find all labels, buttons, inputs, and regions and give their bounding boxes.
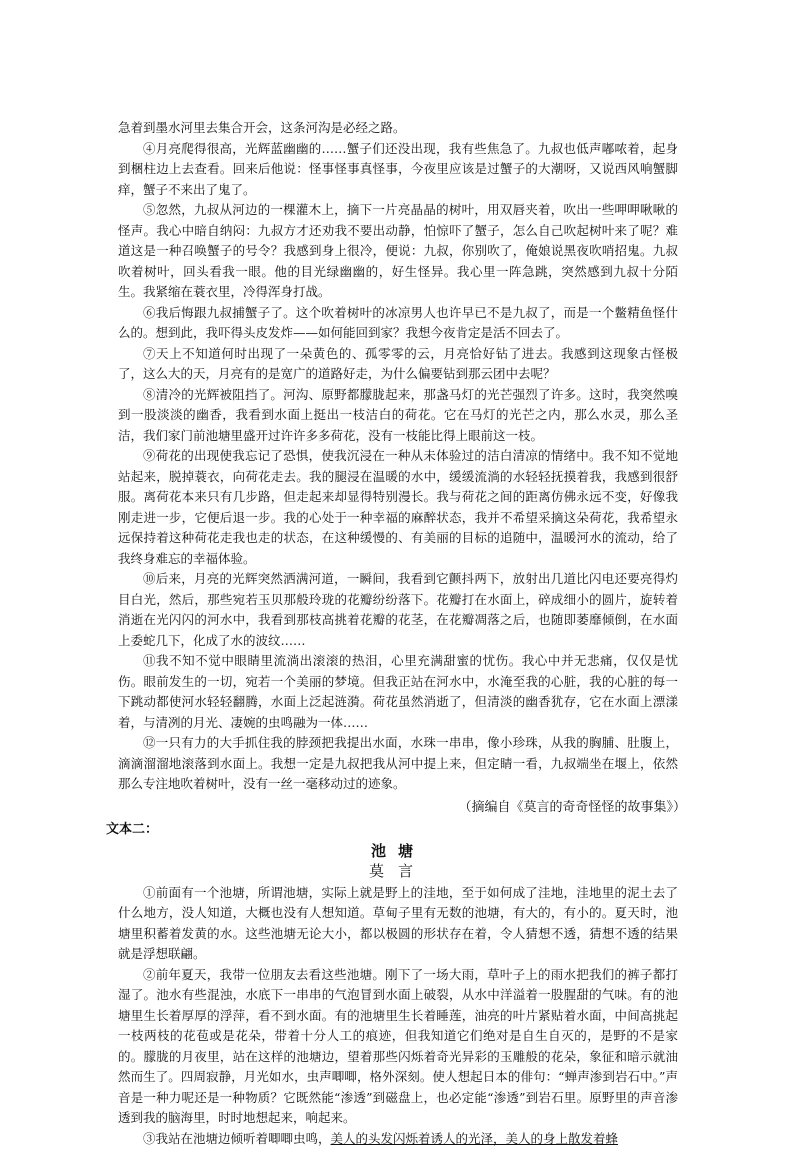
paragraph-4: ④月亮爬得很高，光辉蓝幽幽的……蟹子们还没出现，我有些焦急了。九叔也低声嘟哝着，起身到梱柱边上去查看。回来后他说：怪事怪事真怪事，今夜里应该是过蟹子的大潮呀，又说西风响蟹脚痒，蟹子不来出了鬼了。 [118,139,678,201]
paragraph-6: ⑥我后悔跟九叔捕蟹子了。这个吹着树叶的冰凉男人也许早已不是九叔了，而是一个鳖精鱼怪什么的。想到此，我吓得头皮发炸——如何能回到家？我想今夜肯定是活不回去了。 [118,303,678,344]
underlined-sentence: 美人的头发闪烁着诱人的光泽，美人的身上散发着蜂 [331,1131,619,1146]
paragraph-9: ⑨荷花的出现使我忘记了恐惧，使我沉浸在一种从未体验过的洁白清凉的情绪中。我不知不觉地站起来，脱掉蓑衣，向荷花走去。我的腿浸在温暖的水中，缓缓流淌的水轻轻抚摸着我，我感到很舒服。离荷花本来只有几步路，但走起来却显得特别漫长。我与荷花之间的距离仿佛永远不变，好像我刚走进一步，它便后退一步。我的心处于一种幸福的麻醉状态，我并不希望采摘这朵荷花，我希望永远保持着这种荷花走我也走的状态，在这种缓慢的、有美丽的目标的追随中，温暖河水的流动，给了我终身难忘的幸福体验。 [118,446,678,569]
paragraph-1: ①前面有一个池塘，所谓池塘，实际上就是野上的洼地，至于如何成了洼地，洼地里的泥土去了什么地方，没人知道，大概也没有人想知道。草甸子里有无数的池塘，有大的，有小的。夏天时，池塘里积蓄着发黄的水。这些池塘无论大小，都以极圆的形状存在着，令人猜想不透，猜想不透的结果就是浮想联翩。 [118,883,678,965]
paragraph-11: ⑪我不知不觉中眼睛里流淌出滚滚的热泪，心里充满甜蜜的忧伤。我心中并无悲痛，仅仅是忧伤。眼前发生的一切，宛若一个美丽的梦境。但我正站在河水中，水淹至我的心脏，我的心脏的每一下跳动都使河水轻轻翻腾，水面上泛起涟漪。荷花虽然消逝了，但清淡的幽香犹存，它在水面上漂漾着，与清冽的月光、凄婉的虫鸣融为一体…… [118,651,678,733]
paragraph-12: ⑫一只有力的大手抓住我的脖颈把我提出水面，水珠一串串，像小珍珠，从我的胸脯、肚腹上，滴滴溜溜地滚落到水面上。我想一定是九叔把我从河中提上来，但定睛一看，九叔端坐在堰上，依然那么专注地吹着树叶，没有一丝一毫移动过的迹象。 [118,733,678,795]
source-citation: （摘编自《莫言的奇奇怪怪的故事集》） [118,797,686,819]
article-title: 池塘 [118,841,678,861]
paragraph-7: ⑦天上不知道何时出现了一朵黄色的、孤零零的云，月亮恰好钻了进去。我感到这现象古怪极了，这么大的天，月亮有的是宽广的道路好走，为什么偏要钻到那云团中去呢？ [118,344,678,385]
paragraph-3-text: ③我站在池塘边倾听着唧唧虫鸣， [143,1131,331,1146]
paragraph-5: ⑤忽然，九叔从河边的一棵灌木上，摘下一片亮晶晶的树叶，用双唇夹着，吹出一些呷呷啾啾的怪声。我心中暗自纳闷：九叔方才还劝我不要出动静，怕惊吓了蟹子，怎么自己吹起树叶来了呢？难道这是一种召唤蟹子的号令？我感到身上很冷，便说：九叔，你别吹了，俺娘说黑夜吹哨招鬼。九叔吹着树叶，回头看我一眼。他的目光绿幽幽的，好生怪异。我心里一阵急跳，突然感到九叔十分陌生。我紧缩在蓑衣里，冷得浑身打战。 [118,200,678,303]
text-two [118,819,678,1149]
paragraph-3 [118,1129,678,1149]
document-page [118,118,678,1149]
paragraph-2: ②前年夏天，我带一位朋友去看这些池塘。刚下了一场大雨，草叶子上的雨水把我们的裤子都打湿了。池水有些混浊，水底下一串串的气泡冒到水面上破裂，从水中洋溢着一股腥甜的气味。有的池塘里生长着厚厚的浮萍，看不到水面。有的池塘里生长着睡莲，油亮的叶片紧贴着水面，中间高挑起一枝两枝的花苞或是花朵，带着十分人工的痕迹，但我知道它们绝对是自生自灭的，是野的不是家的。朦胧的月夜里，站在这样的池塘边，望着那些闪烁着奇光异彩的玉雕般的花朵，象征和暗示就油然而生了。四周寂静，月光如水，虫声唧唧，格外深刻。使人想起日本的俳句：“蝉声渗到岩石中。”声音是一种力呢还是一种物质？它既然能“渗透”到磁盘上，也必定能“渗透”到岩石里。原野里的声音渗透到我的脑海里，时时地想起来，响起来。 [118,965,678,1129]
paragraph-8: ⑧清冷的光辉被阻挡了。河沟、原野都朦胧起来，那盏马灯的光芒强烈了许多。这时，我突然嗅到一股淡淡的幽香，我看到水面上挺出一枝洁白的荷花。它在马灯的光芒之内，那么水灵，那么圣洁，我们家门前池塘里盛开过许许多多荷花，没有一枝能比得上眼前这一枝。 [118,385,678,447]
paragraph-10: ⑩后来，月亮的光辉突然洒满河道，一瞬间，我看到它颤抖两下，放射出几道比闪电还要亮得灼目白光，然后，那些宛若玉贝那般玲珑的花瓣纷纷落下。花瓣打在水面上，碎成细小的圆片，旋转着消逝在光闪闪的河水中，我看到那枝高挑着花瓣的花茎，在花瓣凋落之后，也随即萎靡倾倒，在水面上委蛇几下，化成了水的波纹…… [118,569,678,651]
section-label: 文本二： [106,819,678,841]
article-author: 莫言 [118,861,678,881]
text-one [118,118,678,819]
paragraph-intro: 急着到墨水河里去集合开会，这条河沟是必经之路。 [118,118,678,139]
